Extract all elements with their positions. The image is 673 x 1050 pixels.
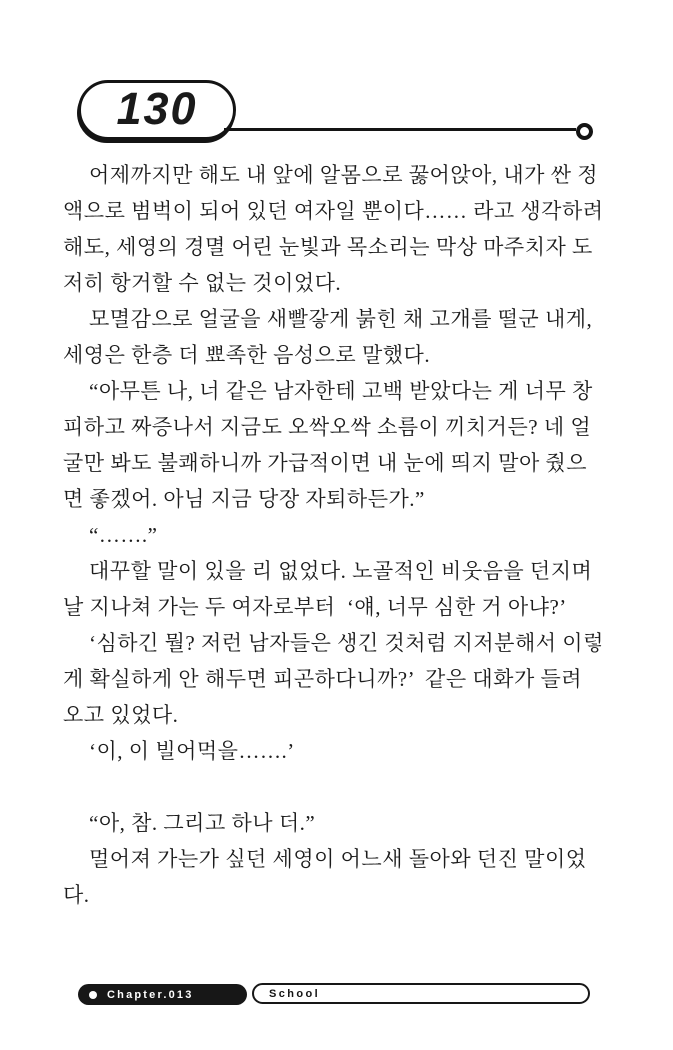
text-line: “아, 참. 그리고 하나 더.” — [89, 811, 316, 835]
text-line: 게 확실하게 안 해두면 피곤하다니까?’ 같은 대화가 들려 — [63, 667, 583, 691]
ring-icon — [576, 123, 593, 140]
text-line: 액으로 범벅이 되어 있던 여자일 뿐이다…… 라고 생각하려 — [63, 199, 604, 223]
text-line: ‘심하긴 뭘? 저런 남자들은 생긴 것처럼 지저분해서 이렇 — [89, 631, 604, 655]
text-line: 저히 항거할 수 없는 것이었다. — [63, 271, 342, 295]
text-line: 대꾸할 말이 있을 리 없었다. 노골적인 비웃음을 던지며 — [89, 559, 593, 583]
dot-icon — [89, 991, 97, 999]
section-label: School — [269, 987, 321, 1000]
text-line: 면 좋겠어. 아님 지금 당장 자퇴하든가.” — [63, 487, 425, 511]
text-line: 멀어져 가는가 싶던 세영이 어느새 돌아와 던진 말이었 — [89, 847, 587, 871]
chapter-label: Chapter.013 — [107, 988, 194, 1001]
text-line: 굴만 봐도 불쾌하니까 가급적이면 내 눈에 띄지 말아 줬으 — [63, 451, 588, 475]
text-line: 날 지나쳐 가는 두 여자로부터 ‘얘, 너무 심한 거 아냐?’ — [63, 595, 567, 619]
text-line: 오고 있었다. — [63, 703, 179, 727]
text-line — [63, 769, 615, 805]
text-line: 모멸감으로 얼굴을 새빨갛게 붉힌 채 고개를 떨군 내게, — [89, 307, 593, 331]
section-badge — [252, 983, 590, 1004]
text-line: 해도, 세영의 경멸 어린 눈빛과 목소리는 막상 마주치자 도 — [63, 235, 593, 259]
text-line: 피하고 짜증나서 지금도 오싹오싹 소름이 끼치거든? 네 얼 — [63, 415, 592, 439]
text-line: 세영은 한층 더 뾰족한 음성으로 말했다. — [63, 343, 431, 367]
text-line: “아무튼 나, 너 같은 남자한테 고백 받았다는 게 너무 창 — [89, 379, 593, 403]
page-number: 130 — [116, 83, 198, 134]
chapter-badge — [78, 984, 247, 1005]
text-line: ‘이, 이 빌어먹을…….’ — [89, 739, 295, 763]
body-text — [63, 157, 615, 913]
page-number-pill — [78, 80, 236, 140]
text-line: 어제까지만 해도 내 앞에 알몸으로 꿇어앉아, 내가 싼 정 — [89, 163, 599, 187]
text-line: “…….” — [89, 523, 158, 547]
header-rule — [224, 128, 576, 131]
text-line: 다. — [63, 883, 90, 907]
